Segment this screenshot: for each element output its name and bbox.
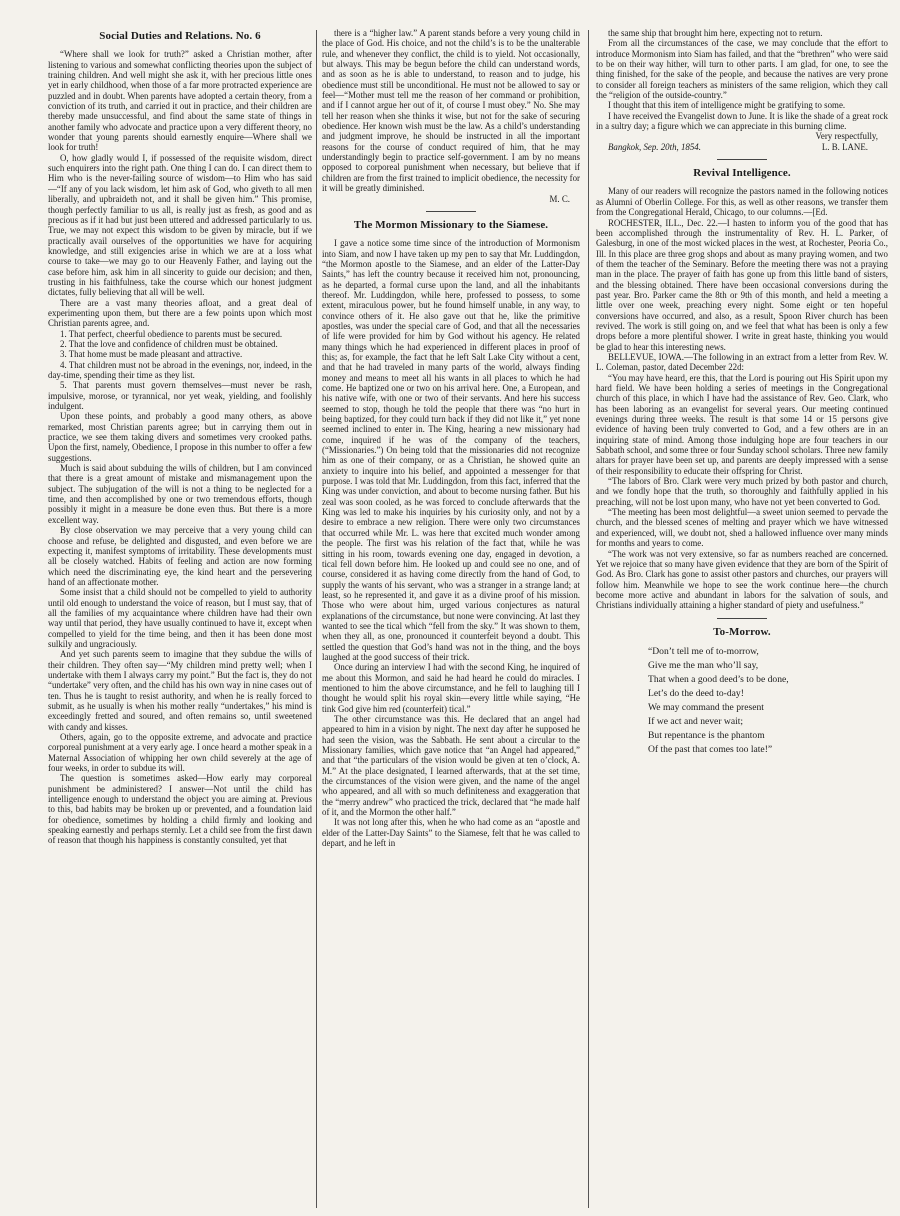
paragraph: Others, again, go to the opposite extreme, and advocate and practice corporeal punishment at a very early age. I once heard a mother speak in a Maternal Association of whipping her own child severely at the age of four weeks, in order to subdue its will. (48, 732, 312, 774)
signature-name: L. B. LANE. (821, 141, 868, 152)
list-item: 3. That home must be made pleasant and attractive. (60, 349, 243, 360)
poem-line: If we act and never wait; (648, 715, 744, 727)
paragraph: And yet such parents seem to imagine that they subdue the wills of their children. They often say—“My children mind pretty well; when I undertake with them I always carry my point.” But the fact is, they do not “undertake” very often, and the child has his own way in nine cases out of ten. Thus he is taught to resist authority, and when he is really forced to submit, as he usually is when his mother really “undertakes,” his mind is exceedingly fretted and soured, and often remains so, until sweetened with candy and kisses. (48, 649, 312, 732)
article-title: Social Duties and Relations. No. 6 (99, 30, 261, 42)
poem-line: “Don’t tell me of to-morrow, (648, 645, 759, 657)
paragraph: I gave a notice some time since of the introduction of Mormonism into Siam, and now I have taken up my pen to say that Mr. Luddingdon, “the Mormon apostle to the Siamese, and an elder of the Latter-Day Saints,” has left the country because it received him not, pronouncing, as he departed, a formal curse upon the land, and all the inhabitants thereof. Mr. Luddingdon, while here, professed to possess, to some extent, miraculous power, but he found himself unable, in any way, to convince others of it. He also gave out that he, like the primitive apostles, was under the special care of God, and that all the necessaries of life were provided for him by God without his agency. He related many things which he had experienced in different places in proof of this; as, for example, the fact that he left Salt Lake City without a cent, and that he had traveled in many parts of the world, always finding money and means to meet all his wants in all places to which he had come. He baptized one or two on his arrival here. One, a European, and his native wife, with one or two of their servants. And here his success seemed to stop, though he told the people that there was “no hurt in being baptized, for they could turn back if they did not like it,” yet none seemed inclined to enter in. The King, hearing a new missionary had come, inquired if he was of the company of the teachers, (“Missionaries.”) On being told that the missionaries did not recognize him as one of their company, or as a Christian, he showed quite an anxiety to inquire into his belief, and appointed a messenger for that purpose. I was told that Mr. Luddingdon, from this fact, inferred that the King was under conviction, and about to become nursing father. But his zeal was soon cooled, as he was forced to conclude afterwards that the King was led to make his inquiries by his curiosity only, and not by a desire to embrace a new religion. There were only two circumstances that occurred while Mr. L. was here that excited much wonder among the people. The first was his relation of the fact that, while he was sitting in his room, towards evening one day, engaged in devotion, a tical fell down before him. He looked up and could see no one, and of course, considered it as having come directly from the hand of God, to supply the wants of his servant, who was a stranger in a strange land; at least, so he represented it, and gave it as a divine proof of his mission. Those who were about him, urged various conjectures as natural explanations of the circumstance, but none were convincing. At last they wanted to see the tical which “fell from the sky.” It was shown to them, when they all, as one, pronounced it counterfeit beyond a doubt. This settled the question that God’s hand was not in the thing, and the boys laughed at the good success of their trick. (322, 238, 580, 662)
list-item: 5. That parents must govern themselves—must never be rash, impulsive, morose, or tyrannical, nor yet weak, yielding, and foolishly indulgent. (48, 380, 312, 412)
paragraph: “Where shall we look for truth?” asked a Christian mother, after listening to various and somewhat conflicting theories upon the subject of training children. And well might she ask it, with her precious little ones yet in early childhood, when those of a far more protracted experience are puzzled and in doubt. When parents have adopted a certain theory, from a conviction of its truth, and carried it out in practice, and their children are thereby made unsuccessful, and find about the same state of things in another family who advocate and practice upon a very different theory, no wonder that young parents should earnestly enquire—Where shall we look for truth! (48, 49, 312, 153)
paragraph: Some insist that a child should not be compelled to yield to authority until old enough to understand the voice of reason, but I must say, that of all the families of my acquaintance where children have had their own way until that period, they have usually continued to have it, except when compelled to yield for the time being, and then it has been done most sulkily and ungraciously. (48, 587, 312, 649)
paragraph: ROCHESTER, ILL., Dec. 22.—I hasten to inform you of the good that has been accomplished through the instrumentality of Rev. H. L. Parker, of Galesburg, in one of the most wicked places in the west, at Rochester, Peoria Co., Ill. In this place are three grog shops and about as many praying women, and two of them the teacher of the Seminary. Before the meeting there was not a praying man in the place. The prayer of faith has gone up from this little band of sisters, and the blessing obtained. There have been occasional conversions during the past year. Bro. Parker came the 8th or 9th of this month, and held a meeting a little over one week, preaching every night. Some eight or ten hopeful conversions have occurred, and also, as a result, Spoon River church has been revived. The work is still going on, and we feel that what has been is only a few drops before a more plentiful shower. I write in great haste, thinking you would be glad to hear this interesting news. (596, 217, 888, 352)
poem-line: We may command the present (648, 701, 764, 713)
section-divider (717, 159, 767, 160)
column-3 (596, 28, 888, 1210)
paragraph: The other circumstance was this. He declared that an angel had appeared to him in a vision by night. The next day after he supposed he had seen the vision, was the Sabbath. He sent about a circular to the Missionary families, which gave notice that “an Angel had appeared,” and that “the particulars of the vision would be given at ten o’clock, A. M.” At the place designated, I learned afterwards, that at the set time, the circumstances of the vision were given, and the name of the angel who appeared, and all with so much definiteness and exaggeration that the “merry andrew” who practiced the trick, declared that “he made half of it, and the Mormon the other half.” (322, 714, 580, 818)
paragraph: BELLEVUE, IOWA.—The following in an extract from a letter from Rev. W. L. Coleman, pastor, dated December 22d: (596, 351, 888, 373)
poem-line: That when a good deed’s to be done, (648, 673, 789, 685)
paragraph: “The meeting has been most delightful—a sweet union seemed to pervade the church, and the blessed scenes of melting and prayer which we have witnessed and experienced, will, we doubt not, shed a hallowed influence over many minds for months and years to come. (596, 507, 888, 549)
paragraph: From all the circumstances of the case, we may conclude that the effort to introduce Mormonism into Siam has failed, and that the “brethren” who were said to be on their way hither, will turn to other parts. I am glad, for one, to see the thing finished, for the sake of the people, and because the natives are very prone to consider all foreign teachers as ministers of the same religion, which they call the “religion of the outside-country.” (596, 38, 888, 101)
list-item: 2. That the love and confidence of children must be obtained. (60, 338, 278, 349)
paragraph: I have received the Evangelist down to June. It is like the shade of a great rock in a sultry day; a figure which we can appreciate in this burning clime. (596, 110, 888, 132)
paragraph: Once during an interview I had with the second King, he inquired of me about this Mormon, and said he had heard he could do miracles. I mentioned to him the above circumstance, and he fell to laughing till I thought he would split his royal skin—every little while saying, “He tink God give him red (counterfeit) tical.” (322, 662, 580, 714)
paragraph: there is a “higher law.” A parent stands before a very young child in the place of God. His choice, and not the child’s is to be the unalterable rule, and whenever they conflict, the child is to yield. Not occasionally, but always. This may be begun before the child can understand words, and as soon as he is able to understand, to reason and to judge, his obedience must still be unconditional. He must not be allowed to say or feel—“Mother must tell me the reason of her command or prohibition, and if I cannot argue her out of it, of course I must obey.” No. She may tell her reason when she thinks it wise, but not for the sake of securing obedience. Her known wish must be the law. As a child’s understanding and judgment improve, he should be instructed in all the important reasons for the course of conduct required of him, that he may understandingly begin to practice self-government. I am by no means opposed to corporeal punishment when necessary, but believe that if children are from the first trained to implicit obedience, the necessity for it will be greatly diminished. (322, 28, 580, 194)
paragraph: the same ship that brought him here, expecting not to return. (608, 28, 823, 38)
closing: Very respectfully, (815, 131, 878, 142)
signature-place-date: Bangkok, Sep. 20th, 1854. (608, 141, 701, 152)
poem-line: Let’s do the deed to-day! (648, 687, 744, 699)
poem-line: But repentance is the phantom (648, 729, 765, 741)
poem-title: To-Morrow. (713, 625, 771, 638)
list-item: 4. That children must not be abroad in the evenings, nor, indeed, in the day-time, spending their time as they list. (48, 359, 312, 380)
article-title: The Mormon Missionary to the Siamese. (353, 218, 549, 231)
paragraph: “The work was not very extensive, so far as numbers reached are concerned. Yet we rejoice that so many have given evidence that they are born of the Spirit of God. As Bro. Clark has gone to assist other pastors and churches, our prayers will follow him. Meanwhile we hope to see the work continue here—the church become more active and abundant in labors for the salvation of souls, and Christians individually attaining a higher standard of piety and usefulness.” (596, 548, 888, 611)
signature: M. C. (549, 193, 570, 204)
section-divider (426, 211, 476, 212)
paragraph: Many of our readers will recognize the pastors named in the following notices as Alumni of Oberlin College. For this, as well as other reasons, we transfer them from the Congregational Herald, Chicago, to our columns.—[Ed. (596, 186, 888, 218)
paragraph: O, how gladly would I, if possessed of the requisite wisdom, direct such enquirers into the right path. One thing I can do. I can direct them to Him who is the never-failing source of wisdom—to Him who has said—“If any of you lack wisdom, let him ask of God, who giveth to all men liberally, and upbraideth not, and it shall be given him.” This promise, though perfectly familiar to us all, is really just as fresh, as good and as precious as if it had but just been uttered and addressed particularly to us. True, we may not expect this wisdom to be given by miracle, but if we practically avail ourselves of the opportunities we have for acquiring knowledge, and still exigencies arise in which we are at a loss what course to take—we may go to our Heavenly Father, and laying out the case before him, ask him in all sincerity to guide our decision; and then, trusting in his faithfulness, take the course which our honest judgment dictates, fully believing that all will be well. (48, 152, 312, 298)
paragraph: The question is sometimes asked—How early may corporeal punishment be administered? I answer—Not until the child has intelligence enough to understand the object you are aiming at. Previous to this, bad habits may be broken up or prevented, and a foundation laid for obedience, sometimes by holding a child firmly and looking and speaking earnestly and perhaps sternly. Let a child see from the first dawn of reason that though his happiness is constantly consulted, yet that (48, 773, 312, 846)
paragraph: By close observation we may perceive that a very young child can choose and refuse, be delighted and disgusted, and even before we are expecting it, manifest symptoms of irritability. These developments must all be closely watched. Habits of feeling and action are now forming which need the discriminating eye, the kind heart and the persevering hand of an affectionate mother. (48, 525, 312, 587)
column-rule (316, 30, 317, 1208)
numbered-list (48, 329, 312, 412)
column-rule (588, 30, 589, 1208)
poem (648, 645, 888, 757)
paragraph: I thought that this item of intelligence might be gratifying to some. (608, 100, 846, 111)
paragraph: “You may have heard, ere this, that the Lord is pouring out His Spirit upon my hard field. We have been holding a series of meetings in the Congregational church of this place, in which I have had the assistance of Rev. Geo. Clark, who has been laboring as an evangelist for several years. Our meeting continued evenings during three weeks. The result is that some 14 or 15 persons give evidence of having been truly converted to God, and a few others are in an inquiring state of mind. Among those indulging hope are four teachers in our Sabbath school, and some three or four Sunday school scholars. Three new family altars for prayer have been set up, and parents are deeply impressed with a sense of their responsibility to educate their offspring for Christ. (596, 372, 888, 476)
signature-line (596, 142, 888, 152)
paragraph: “The labors of Bro. Clark were very much prized by both pastor and church, and we fondly hope that the truth, so thoroughly and faithfully applied in his preaching, will not be lost upon many, who have not yet been converted to God. (596, 476, 888, 507)
paragraph: There are a vast many theories afloat, and a great deal of experimenting upon them, but there are a few points upon which most Christian parents agree, and. (48, 297, 312, 329)
article-title: Revival Intelligence. (693, 167, 791, 180)
poem-line: Of the past that comes too late!” (648, 743, 773, 755)
column-1 (48, 28, 312, 1210)
list-item: 1. That perfect, cheerful obedience to parents must be secured. (60, 328, 283, 339)
column-2 (322, 28, 580, 1210)
paragraph: Much is said about subduing the wills of children, but I am convinced that there is a great amount of mistake and mismanagement upon the subject. The subjugation of the will is not a thing to be neglected for a time, and then accomplished by one or two tremendous efforts, though possibly it might in a measure be done even thus. But there is a more excellent way. (48, 463, 312, 525)
paragraph: It was not long after this, when he who had come as an “apostle and elder of the Latter-Day Saints” to the Siamese, felt that he was called to depart, and he left in (322, 817, 580, 849)
poem-line: Give me the man who’ll say, (648, 659, 759, 671)
section-divider (717, 618, 767, 619)
paragraph: Upon these points, and probably a good many others, as above remarked, most Christian parents agree; but in carrying them out in practice, we see them taking divers and sometimes very crooked paths. Upon the first, namely, Obedience, I propose in this number to offer a few suggestions. (48, 411, 312, 463)
